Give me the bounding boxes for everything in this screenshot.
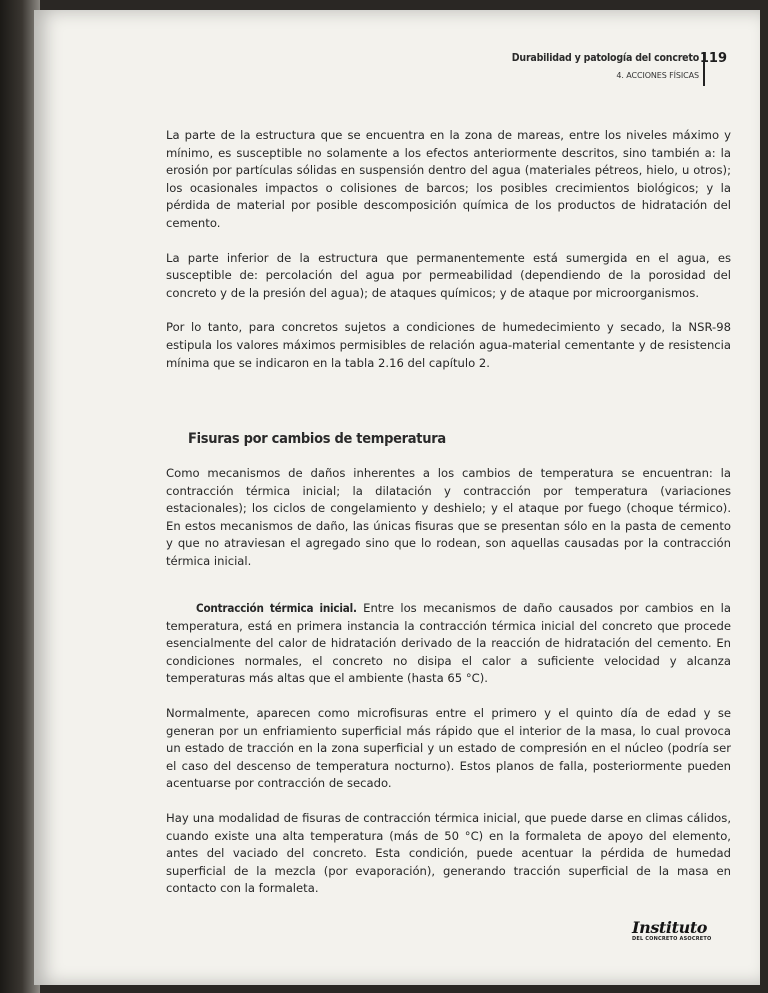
subsection-runin-heading: Contracción térmica inicial. xyxy=(196,601,357,615)
running-header-title: Durabilidad y patología del concreto xyxy=(511,52,699,64)
running-header xyxy=(511,48,729,98)
page-number: 119 xyxy=(699,51,727,66)
logo-wordmark: Instituto xyxy=(632,918,708,937)
logo-subtext: DEL CONCRETO ASOCRETO xyxy=(632,936,712,942)
paragraph-nsr-98: Por lo tanto, para concretos sujetos a condiciones de humedecimiento y secado, la NSR-98 estipula los valores máximos permisibles de relación agua-material cementante y de resistencia mínima que se indicaron en la tabla 2.16 del capítulo 2. xyxy=(166,320,731,370)
paragraph-tidal-zone: La parte de la estructura que se encuentra en la zona de mareas, entre los niveles máximo y mínimo, es susceptible no solamente a los efectos anteriormente descritos, sino también a: la erosión por partículas sólidas en suspensión dentro del agua (materiales pétreos, hielo, u otros); los ocasionales impactos o colisiones de barcos; los posibles crecimientos biológicos; y la pérdida de material por posible descomposición química de los productos de hidratación del cemento. xyxy=(166,128,731,230)
paragraph-hot-climates: Hay una modalidad de fisuras de contracción térmica inicial, que puede darse en climas cálidos, cuando existe una alta temperatura (más de 50 °C) en la formaleta de apoyo del elemento, antes del vaciado del concreto. Esta condición, puede acentuar la pérdida de humedad superficial de la mezcla (por evaporación), generando tracción superficial de la masa en contacto con la formaleta. xyxy=(166,810,731,896)
body-text-section xyxy=(166,465,731,571)
paragraph-initial-thermal-contraction xyxy=(166,600,731,688)
section-heading: Fisuras por cambios de temperatura xyxy=(188,431,446,447)
paragraph-microcracks: Normalmente, aparecen como microfisuras entre el primero y el quinto día de edad y se generan por un enfriamiento superficial más rápido que el interior de la masa, lo cual provoca un estado de tracción en la zona superficial y un estado de compresión en el núcleo (podría ser el caso del descenso de temperatura nocturno). Estos planos de falla, posteriormente pueden acentuarse por contracción de secado. xyxy=(166,705,731,791)
book-page xyxy=(34,10,760,985)
running-header-chapter: 4. ACCIONES FÍSICAS xyxy=(616,71,699,80)
instituto-logo xyxy=(632,918,712,948)
paragraph-temperature-mechanisms: Como mecanismos de daños inherentes a los cambios de temperatura se encuentran: la contracción térmica inicial; la dilatación y contracción por temperatura (variaciones estacionales); los ciclos de congelamiento y deshielo; y el ataque por fuego (choque térmico). En estos mecanismos de daño, las únicas fisuras que se presentan sólo en la pasta de cemento y que no atraviesan el agregado sino que lo rodean, son aquellas causadas por la contracción térmica inicial. xyxy=(166,466,731,568)
body-text-top xyxy=(166,127,731,372)
paragraph-submerged-zone: La parte inferior de la estructura que permanentemente está sumergida en el agua, es susceptible de: percolación del agua por permeabilidad (dependiendo de la porosidad del concreto y de la presión del agua); de ataques químicos; y de ataque por microorganismos. xyxy=(166,250,731,300)
body-text-bottom xyxy=(166,600,731,898)
subsection-text: Entre los mecanismos de daño causados por cambios en la temperatura, está en primera instancia la contracción térmica inicial del concreto que procede esencialmente del calor de hidratación derivado de la reacción de hidratación del cemento. En condiciones normales, el concreto no disipa el calor a suficiente velocidad y alcanza temperaturas más altas que el ambiente (hasta 65 °C). xyxy=(166,601,731,686)
